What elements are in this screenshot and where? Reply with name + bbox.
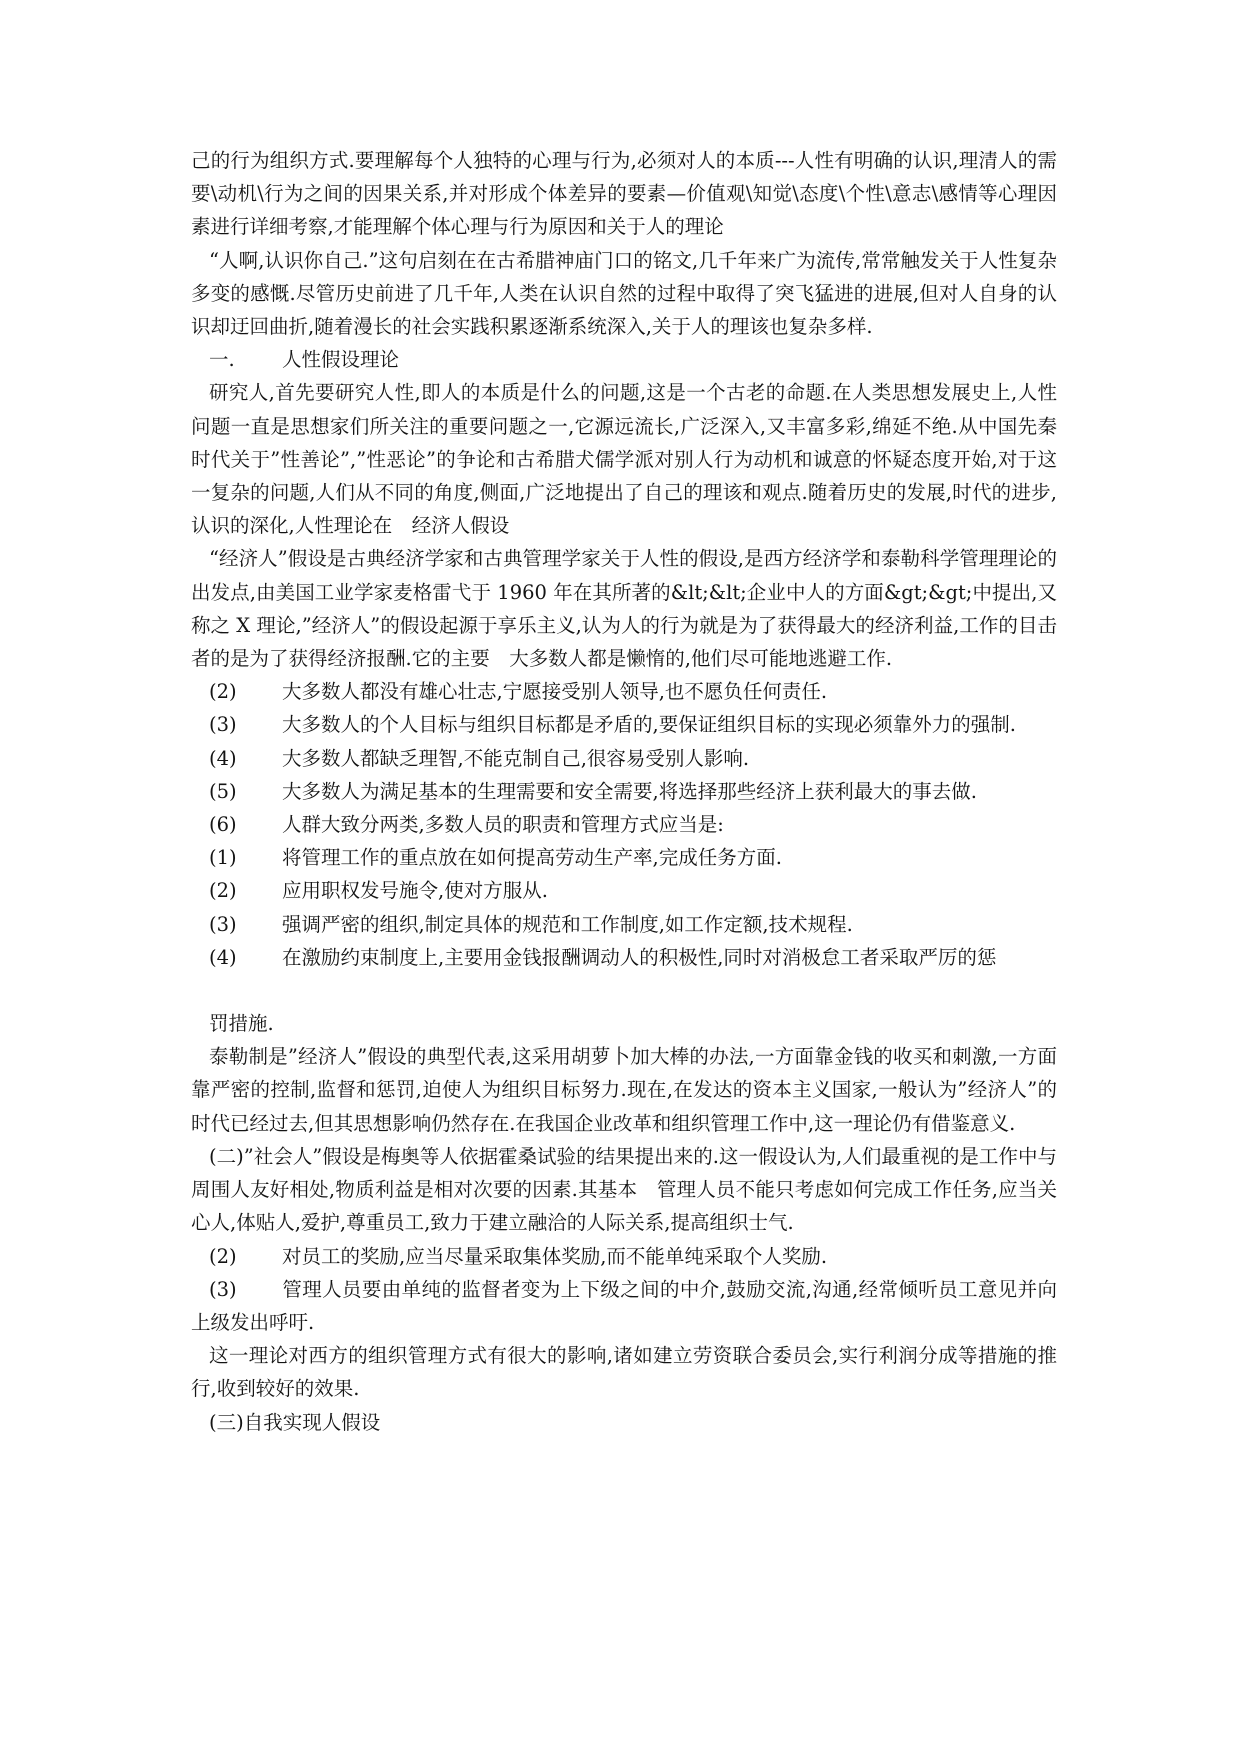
paragraph-research-human-nature: 研究人,首先要研究人性,即人的本质是什么的问题,这是一个古老的命题.在人类思想发展史上,人性问题一直是思想家们所关注的重要问题之一,它源远流长,广泛深入,又丰富多彩,绵延不绝.从中国先秦时代关于”性善论”,”性恶论”的争论和古希腊犬儒学派对别人行为动机和诚意的怀疑态度开始,对于这一复杂的问题,人们从不同的角度,侧面,广泛地提出了自己的理该和观点.随着历史的发展,时代的进步,认识的深化,人性理论在 经济人假设 bbox=[191, 381, 1057, 538]
list-item-number: (5) bbox=[209, 779, 237, 803]
list-item-text: 将管理工作的重点放在如何提高劳动生产率,完成任务方面. bbox=[282, 846, 782, 870]
list-item-text: 对员工的奖励,应当尽量采取集体奖励,而不能单纯采取个人奖励. bbox=[282, 1244, 828, 1268]
list-item bbox=[191, 1240, 1057, 1273]
paragraph-social-man: (二)”社会人”假设是梅奥等人依据霍桑试验的结果提出来的.这一假设认为,人们最重视的是工作中与周围人友好相处,物质利益是相对次要的因素.其基本 管理人员不能只考虑如何完成工作任务,应当关心人,体贴人,爱护,尊重员工,致力于建立融洽的人际关系,提高组织士气. bbox=[191, 1144, 1057, 1235]
list-item-number: (3) bbox=[209, 713, 237, 737]
list-item-text: 人群大致分两类,多数人员的职责和管理方式应当是: bbox=[282, 813, 724, 837]
list-item bbox=[191, 675, 1057, 708]
list-item-text: 大多数人的个人目标与组织目标都是矛盾的,要保证组织目标的实现必须靠外力的强制. bbox=[282, 713, 1016, 737]
section-number: 一. bbox=[209, 348, 235, 372]
list-item bbox=[191, 1273, 1057, 1339]
paragraph-intro: 己的行为组织方式.要理解每个人独特的心理与行为,必须对人的本质---人性有明确的认识,理清人的需要\动机\行为之间的因果关系,并对形成个体差异的要素—价值观\知觉\态度\个性\意志\感情等心理因素进行详细考察,才能理解个体心理与行为原因和关于人的理论 bbox=[191, 149, 1057, 239]
list-item-text: 应用职权发号施令,使对方服从. bbox=[282, 879, 548, 903]
paragraph-penalty: 罚措施. bbox=[209, 1012, 274, 1036]
section-heading-self-actualization: (三)自我实现人假设 bbox=[209, 1410, 381, 1434]
section-heading-human-nature bbox=[191, 343, 1057, 376]
list-item-text: 强调严密的组织,制定具体的规范和工作制度,如工作定额,技术规程. bbox=[282, 912, 853, 936]
list-item-text: 大多数人都没有雄心壮志,宁愿接受别人领导,也不愿负任何责任. bbox=[282, 680, 828, 704]
list-item bbox=[191, 708, 1057, 741]
list-item-number: (6) bbox=[209, 813, 237, 837]
paragraph-economic-man: “经济人”假设是古典经济学家和古典管理学家关于人性的假设,是西方经济学和泰勒科学管理理论的出发点,由美国工业学家麦格雷弋于 1960 年在其所著的&lt;&lt;企业中人的方面&gt;&gt;中提出,又称之 X 理论,”经济人”的假设起源于享乐主义,认为人的行为就是为了获得最大的经济利益,工作的目击者的是为了获得经济报酬.它的主要 大多数人都是懒惰的,他们尽可能地逃避工作. bbox=[191, 547, 1057, 671]
list-item-text: 大多数人为满足基本的生理需要和安全需要,将选择那些经济上获利最大的事去做. bbox=[282, 779, 977, 803]
paragraph-know-yourself: “人啊,认识你自己.”这句启刻在在古希腊神庙门口的铭文,几千年来广为流传,常常触发关于人性复杂多变的感慨.尽管历史前进了几千年,人类在认识自然的过程中取得了突飞猛进的进展,但对人自身的认识却迂回曲折,随着漫长的社会实践积累逐渐系统深入,关于人的理该也复杂多样. bbox=[191, 248, 1057, 339]
list-item-number: (3) bbox=[209, 912, 237, 936]
list-item bbox=[191, 775, 1057, 808]
list-item bbox=[191, 874, 1057, 907]
list-item-text: 大多数人都缺乏理智,不能克制自己,很容易受别人影响. bbox=[282, 746, 750, 770]
list-item-text: 管理人员要由单纯的监督者变为上下级之间的中介,鼓励交流,沟通,经常倾听员工意见并向上级发出呼吁. bbox=[191, 1277, 1057, 1334]
list-item-text: 在激励约束制度上,主要用金钱报酬调动人的积极性,同时对消极怠工者采取严厉的惩 bbox=[282, 945, 997, 969]
section-title: 人性假设理论 bbox=[282, 348, 400, 372]
list-item-number: (2) bbox=[209, 879, 237, 903]
list-item-number: (4) bbox=[209, 746, 237, 770]
list-item-number: (2) bbox=[209, 680, 237, 704]
list-item-number: (1) bbox=[209, 846, 237, 870]
list-item bbox=[191, 841, 1057, 874]
list-item bbox=[191, 808, 1057, 841]
blank-line bbox=[191, 974, 1057, 1007]
paragraph-influence: 这一理论对西方的组织管理方式有很大的影响,诸如建立劳资联合委员会,实行利润分成等措施的推行,收到较好的效果. bbox=[191, 1344, 1057, 1401]
list-item bbox=[191, 742, 1057, 775]
list-item bbox=[191, 908, 1057, 941]
list-item-number: (4) bbox=[209, 945, 237, 969]
list-item-number: (2) bbox=[209, 1244, 237, 1268]
list-item-number: (3) bbox=[209, 1277, 237, 1301]
paragraph-taylorism: 泰勒制是”经济人”假设的典型代表,这采用胡萝卜加大棒的办法,一方面靠金钱的收买和刺激,一方面靠严密的控制,监督和惩罚,迫使人为组织目标努力.现在,在发达的资本主义国家,一般认为”经济人”的时代已经过去,但其思想影响仍然存在.在我国企业改革和组织管理工作中,这一理论仍有借鉴意义. bbox=[191, 1045, 1057, 1135]
document-body bbox=[191, 144, 1057, 1439]
list-item bbox=[191, 941, 1057, 974]
